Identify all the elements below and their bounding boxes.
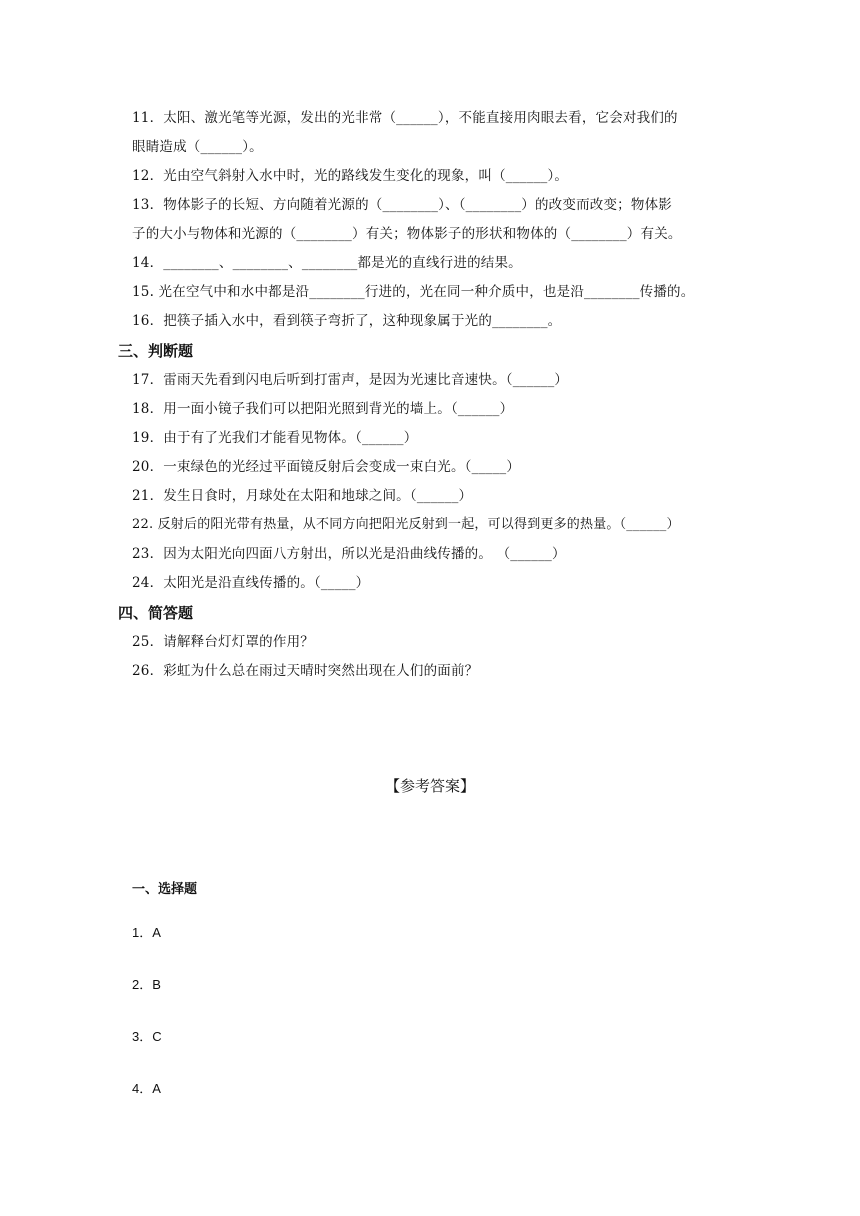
answer-2: 2．B	[132, 977, 161, 992]
question-19: 19．由于有了光我们才能看见物体。（______）	[132, 430, 418, 446]
question-18: 18．用一面小镜子我们可以把阳光照到背光的墙上。（______）	[132, 401, 514, 417]
question-25: 25．请解释台灯灯罩的作用？	[132, 634, 314, 650]
question-13-line-2: 子的大小与物体和光源的（________）有关；物体影子的形状和物体的（________）有关。	[132, 226, 682, 242]
answer-3: 3．C	[132, 1029, 162, 1044]
question-17: 17．雷雨天先看到闪电后听到打雷声，是因为光速比音速快。（______）	[132, 372, 569, 388]
section-4-title: 四、简答题	[118, 604, 194, 622]
question-11-line-2: 眼睛造成（______）。	[132, 139, 263, 155]
question-26: 26．彩虹为什么总在雨过天晴时突然出现在人们的面前？	[132, 663, 479, 679]
question-20: 20．一束绿色的光经过平面镜反射后会变成一束白光。（_____）	[132, 459, 521, 475]
section-3-title: 三、判断题	[118, 342, 194, 360]
question-22: 22. 反射后的阳光带有热量，从不同方向把阳光反射到一起，可以得到更多的热量。（______）	[132, 517, 680, 532]
question-11-line-1: 11．太阳、激光笔等光源，发出的光非常（______），不能直接用肉眼去看，它会对我们的	[132, 110, 678, 126]
answer-4: 4．A	[132, 1081, 161, 1096]
question-15: 15. 光在空气中和水中都是沿________行进的，光在同一种介质中，也是沿________传播的。	[132, 284, 695, 300]
question-21: 21．发生日食时，月球处在太阳和地球之间。（______）	[132, 488, 473, 504]
answer-section-1-title: 一、选择题	[132, 882, 198, 897]
question-24: 24．太阳光是沿直线传播的。（_____）	[132, 575, 370, 591]
question-16: 16．把筷子插入水中，看到筷子弯折了，这种现象属于光的________。	[132, 313, 562, 329]
question-12: 12．光由空气斜射入水中时，光的路线发生变化的现象，叫（______）。	[132, 168, 569, 184]
question-13-line-1: 13．物体影子的长短、方向随着光源的（________）、（________）的改变而改变；物体影	[132, 197, 672, 213]
answer-1: 1．A	[132, 925, 161, 940]
question-14: 14．________、________、________都是光的直线行进的结果。	[132, 255, 522, 271]
question-23: 23．因为太阳光向四面八方射出，所以光是沿曲线传播的。 （______）	[132, 546, 566, 562]
answer-title: 【参考答案】	[384, 777, 475, 795]
